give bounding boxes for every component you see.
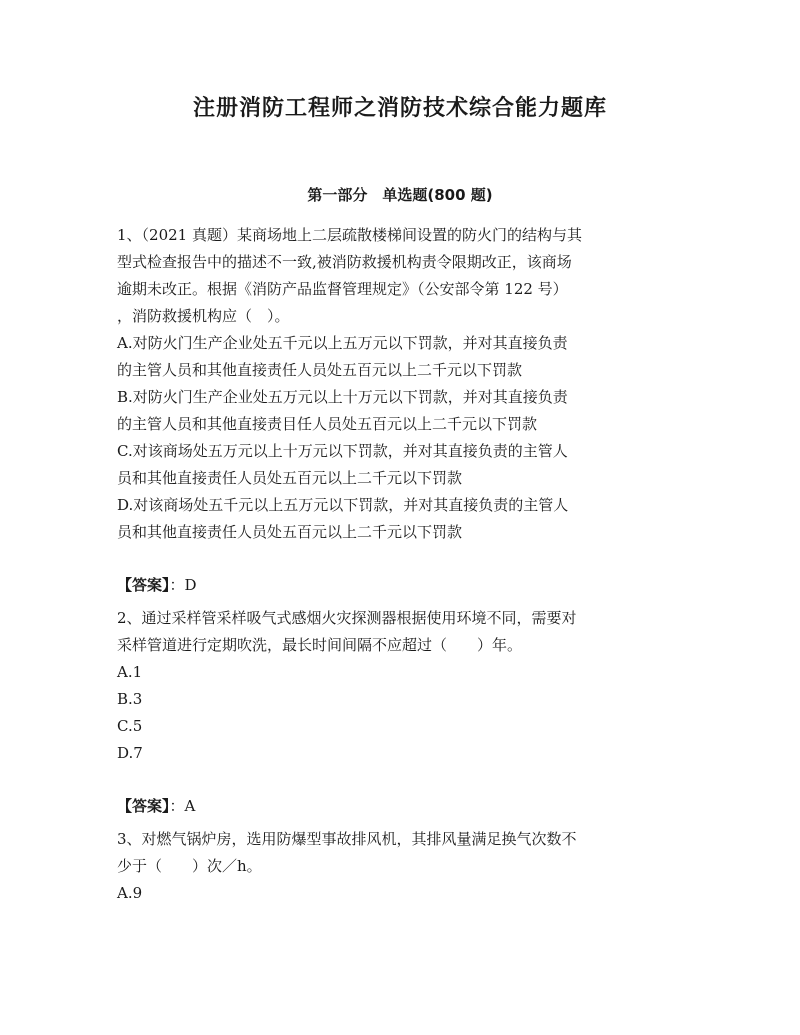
question-stem-line: 少于（ ）次／h。 — [117, 857, 262, 875]
option-d-line: D.7 — [117, 744, 143, 762]
question-stem-line: 1、（2021 真题）某商场地上二层疏散楼梯间设置的防火门的结构与其 — [117, 226, 582, 244]
option-c-line: C.5 — [117, 717, 143, 735]
answer-label: 【答案】 — [117, 576, 170, 594]
question-1 — [117, 222, 687, 546]
question-2 — [117, 605, 687, 767]
answer-value: ：A — [169, 797, 196, 815]
option-c-line: C.对该商场处五万元以上十万元以下罚款，并对其直接负责的主管人 — [117, 442, 568, 460]
option-b-line: B.3 — [117, 690, 143, 708]
option-d-line: 员和其他直接责任人员处五百元以上二千元以下罚款 — [117, 523, 463, 541]
answer-value: ：D — [169, 576, 197, 594]
question-stem-line: 型式检查报告中的描述不一致,被消防救援机构责令限期改正，该商场 — [117, 253, 572, 271]
question-list — [117, 222, 687, 907]
answer-label: 【答案】 — [117, 797, 170, 815]
option-b-line: 的主管人员和其他直接责目任人员处五百元以上二千元以下罚款 — [117, 415, 538, 433]
question-stem-line: 3、对燃气锅炉房，选用防爆型事故排风机，其排风量满足换气次数不 — [117, 830, 577, 848]
question-stem-line: 逾期未改正。根据《消防产品监督管理规定》（公安部令第 122 号） — [117, 280, 568, 298]
section-heading: 第一部分 单选题(800 题) — [307, 186, 493, 204]
option-a-line: A.对防火门生产企业处五千元以上五万元以下罚款，并对其直接负责 — [117, 334, 568, 352]
option-a-line: A.9 — [117, 884, 143, 902]
option-c-line: 员和其他直接责任人员处五百元以上二千元以下罚款 — [117, 469, 463, 487]
question-stem-line: ，消防救援机构应（ ）。 — [117, 307, 290, 325]
page-title: 注册消防工程师之消防技术综合能力题库 — [192, 96, 607, 121]
option-a-line: A.1 — [117, 663, 143, 681]
question-stem-line: 2、通过采样管采样吸气式感烟火灾探测器根据使用环境不同，需要对 — [117, 609, 577, 627]
question-stem-line: 采样管道进行定期吹洗，最长时间间隔不应超过（ ）年。 — [117, 636, 523, 654]
option-d-line: D.对该商场处五千元以上五万元以下罚款，并对其直接负责的主管人 — [117, 496, 569, 514]
answer-2 — [117, 793, 687, 820]
question-3 — [117, 826, 687, 907]
option-a-line: 的主管人员和其他直接责任人员处五百元以上二千元以下罚款 — [117, 361, 523, 379]
option-b-line: B.对防火门生产企业处五万元以上十万元以下罚款，并对其直接负责 — [117, 388, 568, 406]
answer-1 — [117, 572, 687, 599]
